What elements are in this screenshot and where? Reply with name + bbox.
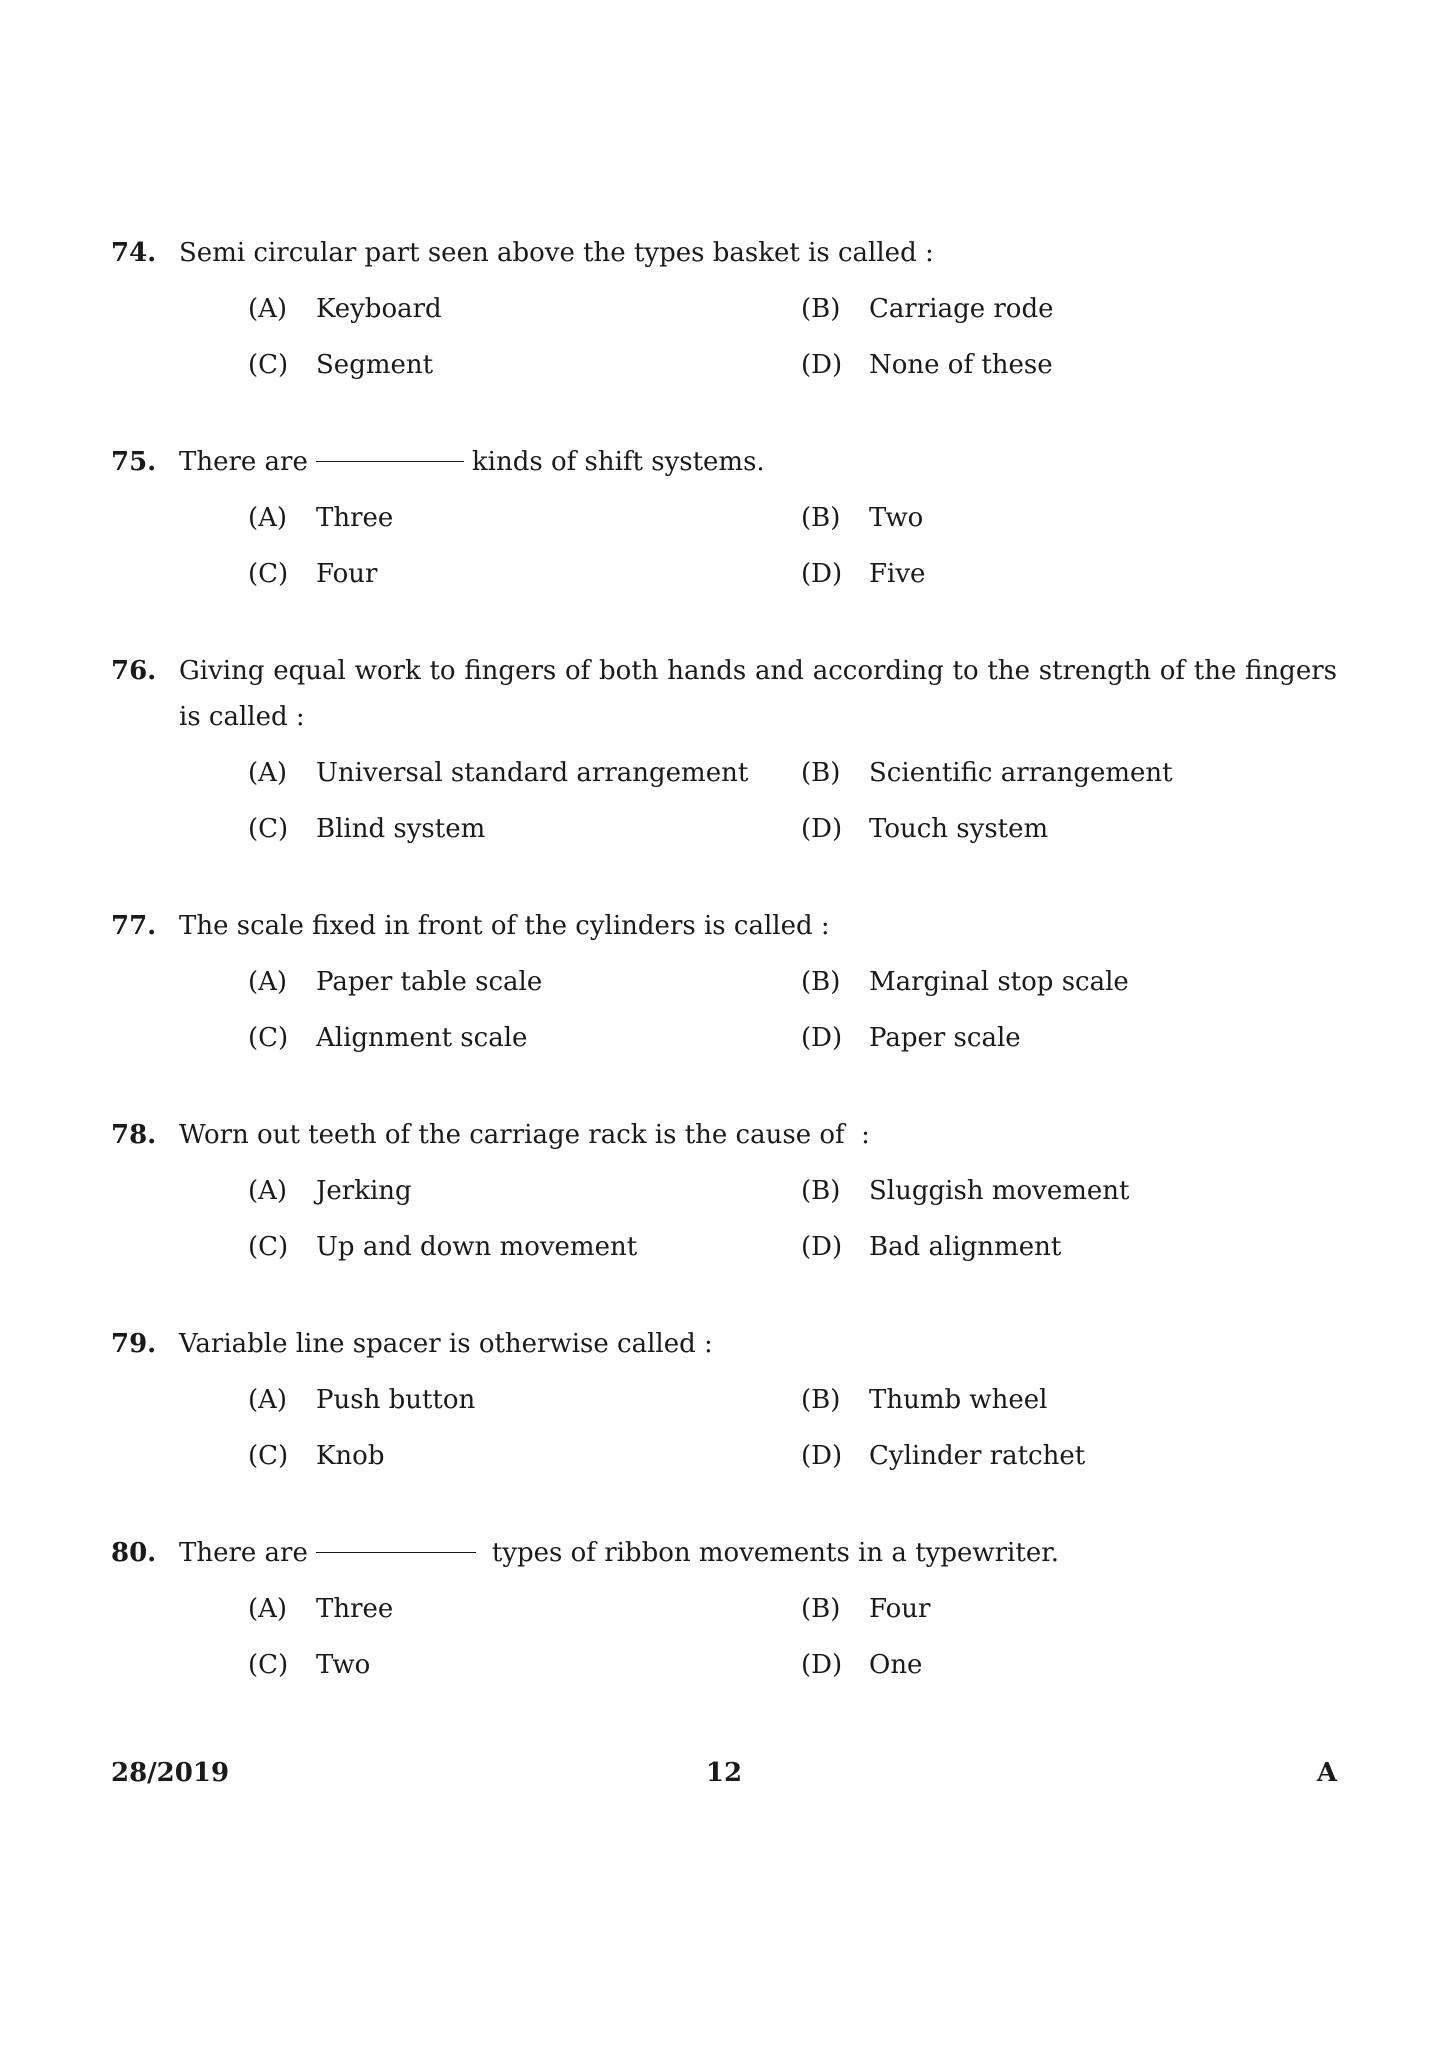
option-a xyxy=(248,495,393,541)
question-number: 78. xyxy=(111,1120,157,1150)
page-number: 12 xyxy=(705,1758,743,1788)
options xyxy=(111,286,1337,398)
option-text: None of these xyxy=(869,350,1053,380)
question-number: 76. xyxy=(111,656,157,686)
question-stem xyxy=(111,439,1337,485)
option-text: Segment xyxy=(316,350,434,380)
series-letter: A xyxy=(1316,1758,1337,1788)
option-letter: (A) xyxy=(248,294,288,324)
option-a xyxy=(248,1377,475,1423)
question-text-after: kinds of shift systems. xyxy=(471,447,765,477)
question-number: 77. xyxy=(111,911,157,941)
option-letter: (B) xyxy=(801,1176,841,1206)
question-79 xyxy=(111,1321,1337,1489)
option-b xyxy=(801,1168,1129,1214)
question-75 xyxy=(111,439,1337,607)
question-text xyxy=(179,439,1337,485)
option-d xyxy=(801,1642,922,1688)
option-letter: (D) xyxy=(801,1441,843,1471)
option-text: Bad alignment xyxy=(869,1232,1062,1262)
option-letter: (A) xyxy=(248,1385,288,1415)
option-text: Two xyxy=(316,1650,371,1680)
option-letter: (C) xyxy=(248,1232,289,1262)
options xyxy=(111,750,1337,862)
option-letter: (B) xyxy=(801,967,841,997)
option-c xyxy=(248,342,433,388)
option-letter: (D) xyxy=(801,1232,843,1262)
question-text-before: There are xyxy=(179,447,308,477)
option-text: Up and down movement xyxy=(316,1232,638,1262)
answer-blank xyxy=(316,461,464,462)
question-78 xyxy=(111,1112,1337,1280)
question-80 xyxy=(111,1530,1337,1698)
option-d xyxy=(801,1433,1085,1479)
option-letter: (D) xyxy=(801,559,843,589)
option-text: Four xyxy=(316,559,378,589)
option-a xyxy=(248,750,748,796)
option-letter: (B) xyxy=(801,758,841,788)
question-text xyxy=(179,1530,1337,1576)
option-a xyxy=(248,286,442,332)
option-text: Touch system xyxy=(869,814,1049,844)
option-text: Blind system xyxy=(316,814,486,844)
question-number: 79. xyxy=(111,1329,157,1359)
option-d xyxy=(801,551,925,597)
option-b xyxy=(801,1377,1047,1423)
question-stem xyxy=(111,1321,1337,1367)
option-c xyxy=(248,551,377,597)
option-text: Paper table scale xyxy=(316,967,543,997)
option-b xyxy=(801,495,923,541)
option-text: Three xyxy=(316,503,394,533)
option-text: Sluggish movement xyxy=(869,1176,1130,1206)
option-c xyxy=(248,1433,384,1479)
option-text: Knob xyxy=(316,1441,385,1471)
question-stem xyxy=(111,1530,1337,1576)
question-stem xyxy=(111,1112,1337,1158)
option-text: Paper scale xyxy=(869,1023,1021,1053)
question-number: 74. xyxy=(111,238,157,268)
option-letter: (C) xyxy=(248,559,289,589)
option-letter: (D) xyxy=(801,1650,843,1680)
question-number: 80. xyxy=(111,1538,157,1568)
option-letter: (C) xyxy=(248,1023,289,1053)
option-text: Thumb wheel xyxy=(869,1385,1048,1415)
option-text: Jerking xyxy=(316,1176,412,1206)
option-letter: (A) xyxy=(248,758,288,788)
option-letter: (B) xyxy=(801,503,841,533)
question-77 xyxy=(111,903,1337,1071)
option-text: Three xyxy=(316,1594,394,1624)
option-letter: (A) xyxy=(248,1176,288,1206)
option-letter: (C) xyxy=(248,1650,289,1680)
question-76 xyxy=(111,648,1337,862)
option-text: One xyxy=(869,1650,923,1680)
option-letter: (A) xyxy=(248,967,288,997)
option-c xyxy=(248,1015,527,1061)
option-letter: (A) xyxy=(248,1594,288,1624)
question-text: Worn out teeth of the carriage rack is the cause of : xyxy=(179,1120,870,1150)
question-number: 75. xyxy=(111,447,157,477)
option-d xyxy=(801,806,1048,852)
option-letter: (A) xyxy=(248,503,288,533)
question-text: The scale fixed in front of the cylinders is called : xyxy=(179,911,830,941)
option-a xyxy=(248,1586,393,1632)
question-stem xyxy=(111,230,1337,276)
question-74 xyxy=(111,230,1337,398)
question-stem xyxy=(111,648,1337,740)
option-text: Alignment scale xyxy=(316,1023,528,1053)
option-text: Two xyxy=(869,503,924,533)
question-text: Variable line spacer is otherwise called : xyxy=(179,1329,713,1359)
option-text: Marginal stop scale xyxy=(869,967,1129,997)
options xyxy=(111,495,1337,607)
options xyxy=(111,1377,1337,1489)
option-a xyxy=(248,1168,412,1214)
option-b xyxy=(801,1586,930,1632)
option-letter: (D) xyxy=(801,1023,843,1053)
option-text: Five xyxy=(869,559,926,589)
option-d xyxy=(801,1015,1021,1061)
option-letter: (B) xyxy=(801,1594,841,1624)
option-a xyxy=(248,959,542,1005)
option-d xyxy=(801,342,1053,388)
option-letter: (C) xyxy=(248,814,289,844)
question-text-after: types of ribbon movements in a typewriter. xyxy=(491,1538,1060,1568)
option-letter: (C) xyxy=(248,1441,289,1471)
option-text: Keyboard xyxy=(316,294,442,324)
option-text: Universal standard arrangement xyxy=(316,758,749,788)
option-c xyxy=(248,1224,637,1270)
option-letter: (D) xyxy=(801,350,843,380)
option-c xyxy=(248,806,485,852)
option-c xyxy=(248,1642,370,1688)
option-b xyxy=(801,286,1053,332)
option-b xyxy=(801,750,1173,796)
option-text: Push button xyxy=(316,1385,476,1415)
option-text: Carriage rode xyxy=(869,294,1054,324)
option-b xyxy=(801,959,1129,1005)
option-letter: (B) xyxy=(801,1385,841,1415)
option-d xyxy=(801,1224,1061,1270)
options xyxy=(111,1586,1337,1698)
answer-blank xyxy=(316,1552,476,1553)
option-text: Scientific arrangement xyxy=(869,758,1173,788)
options xyxy=(111,1168,1337,1280)
option-letter: (C) xyxy=(248,350,289,380)
option-letter: (B) xyxy=(801,294,841,324)
option-text: Cylinder ratchet xyxy=(869,1441,1086,1471)
question-text-before: There are xyxy=(179,1538,308,1568)
question-text: Giving equal work to fingers of both hands and according to the strength of the fingers is called : xyxy=(179,656,1337,732)
option-letter: (D) xyxy=(801,814,843,844)
option-text: Four xyxy=(869,1594,931,1624)
exam-code: 28/2019 xyxy=(111,1758,230,1788)
page-footer xyxy=(111,1758,1337,1802)
question-text: Semi circular part seen above the types basket is called : xyxy=(179,238,934,268)
question-stem xyxy=(111,903,1337,949)
options xyxy=(111,959,1337,1071)
